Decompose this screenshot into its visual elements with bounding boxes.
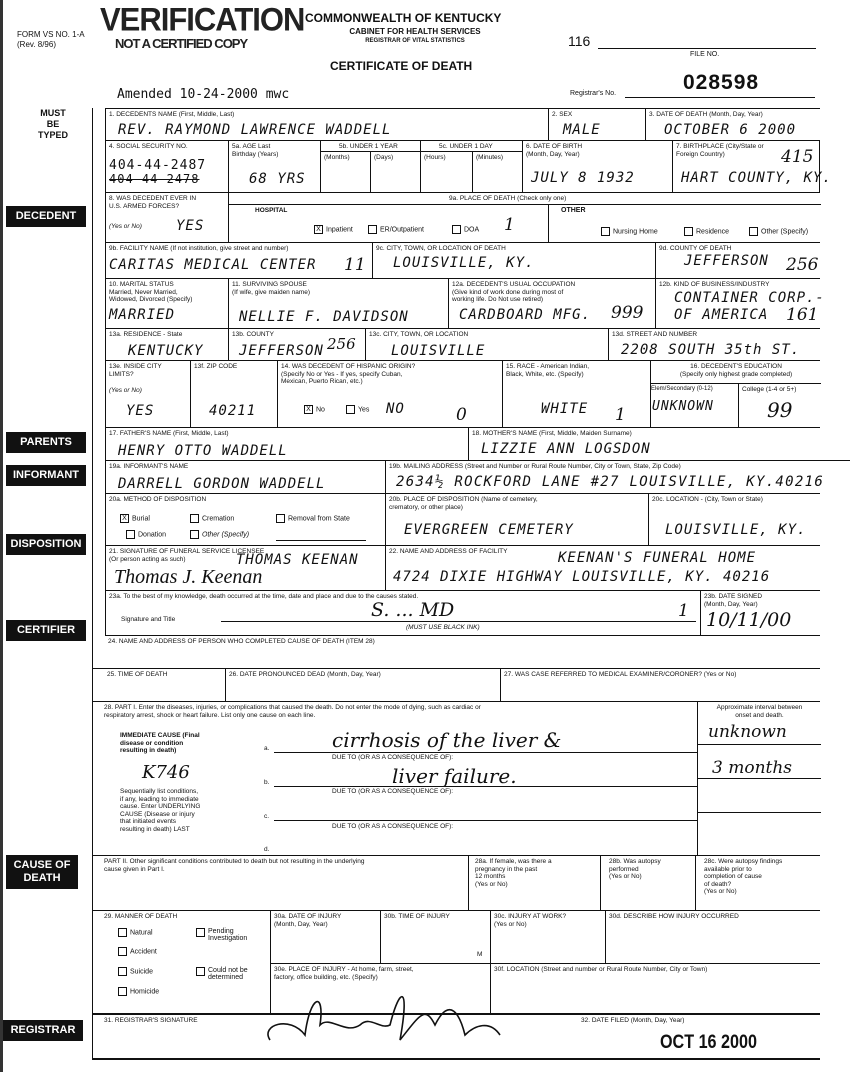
- field-disposition-location[interactable]: [648, 493, 820, 545]
- value: JULY 8 1932: [531, 170, 635, 186]
- option-natural[interactable]: [118, 928, 153, 937]
- field-decedent-name[interactable]: [105, 108, 548, 140]
- field-father-name[interactable]: [105, 427, 468, 460]
- label: (Hours): [424, 154, 446, 161]
- struck-value: 404-44-2478: [109, 172, 200, 186]
- label: Suicide: [130, 968, 153, 976]
- field-occupation[interactable]: [448, 278, 655, 328]
- label: Approximate interval between onset and death.: [716, 704, 803, 719]
- value: REV. RAYMOND LAWRENCE WADDELL: [118, 122, 392, 138]
- field-time-of-death[interactable]: [92, 668, 225, 701]
- checkbox-checked-icon: X: [120, 514, 129, 523]
- interval-column: [697, 702, 820, 856]
- label: 24. NAME AND ADDRESS OF PERSON WHO COMPLETED CAUSE OF DEATH (ITEM 28): [108, 638, 375, 645]
- field-funeral-facility[interactable]: [385, 545, 820, 590]
- section-parents: PARENTS: [6, 432, 86, 453]
- label: Elem/Secondary (0-12): [651, 386, 713, 392]
- label: Donation: [138, 531, 167, 539]
- form-rev: (Rev. 8/96): [17, 40, 56, 49]
- value: MARRIED: [109, 307, 176, 323]
- line-a: a.: [264, 745, 270, 752]
- value: CONTAINER CORP.-: [674, 290, 825, 306]
- line-c: c.: [264, 813, 270, 820]
- field-method-disposition[interactable]: [105, 493, 385, 545]
- label: HOSPITAL: [255, 207, 288, 214]
- state-title: COMMONWEALTH OF KENTUCKY: [305, 11, 502, 25]
- label: Yes: [358, 406, 370, 414]
- field-autopsy[interactable]: [600, 855, 695, 910]
- field-race[interactable]: [502, 360, 650, 427]
- code: 1: [615, 405, 626, 425]
- label: 28b. Was autopsy performed (Yes or No): [609, 858, 661, 880]
- option-nursing-home[interactable]: [601, 227, 658, 236]
- field-injury-location[interactable]: [490, 963, 820, 1013]
- field-injury-time[interactable]: [380, 910, 490, 963]
- label: 18. MOTHER'S NAME (First, Middle, Maiden Surname): [472, 430, 632, 437]
- code: 0: [456, 405, 467, 425]
- label: 20a. METHOD OF DISPOSITION: [109, 496, 207, 503]
- value: UNKNOWN: [652, 399, 714, 414]
- field-certifier-signature[interactable]: [105, 590, 700, 635]
- label: 6. DATE OF BIRTH (Month, Day, Year): [526, 143, 583, 158]
- value: KENTUCKY: [128, 343, 204, 359]
- label: 30b. TIME OF INJURY: [384, 913, 450, 920]
- field-completed-by[interactable]: [105, 635, 820, 667]
- due-to: DUE TO (OR AS A CONSEQUENCE OF):: [332, 823, 454, 830]
- label: 11. SURVIVING SPOUSE (If wife, give maiden name): [232, 281, 311, 296]
- licensee-signature: Thomas J. Keenan: [114, 566, 263, 588]
- checkbox-icon: [346, 405, 355, 414]
- field-mailing-address[interactable]: [385, 460, 850, 493]
- label: 26. DATE PRONOUNCED DEAD (Month, Day, Year): [229, 671, 381, 678]
- line-b: b.: [264, 779, 270, 786]
- option-yes[interactable]: [346, 405, 369, 414]
- other-box: [548, 204, 821, 243]
- interval-a: unknown: [708, 722, 787, 742]
- mark: 1: [678, 601, 689, 621]
- file-label: FILE NO.: [690, 51, 720, 58]
- value: DARRELL GORDON WADDELL: [118, 476, 326, 492]
- label: 5c. UNDER 1 DAY: [439, 143, 493, 150]
- label: 19a. INFORMANT'S NAME: [109, 463, 189, 470]
- label: Homicide: [130, 988, 160, 996]
- label: 3. DATE OF DEATH (Month, Day, Year): [649, 111, 763, 118]
- field-age[interactable]: [228, 140, 320, 192]
- field-under-1-year[interactable]: [320, 140, 420, 192]
- checkbox-icon: [684, 227, 693, 236]
- label: 21. SIGNATURE OF FUNERAL SERVICE LICENSEE (Or person acting as such): [109, 548, 265, 563]
- label: 30f. LOCATION (Street and number or Rural Route Number, City or Town): [494, 966, 708, 973]
- label: 15. RACE - American Indian, Black, White, etc. (Specify): [506, 363, 590, 378]
- divider: [698, 812, 821, 813]
- field-residence-street[interactable]: [608, 328, 820, 360]
- hours-box: [420, 151, 472, 193]
- label: 14. WAS DECEDENT OF HISPANIC ORIGIN? (Specify No or Yes - If yes, specify Cuban, Mexican, Puerto Rican, etc.): [281, 363, 416, 385]
- label: (Minutes): [476, 154, 504, 161]
- label: 25. TIME OF DEATH: [107, 671, 168, 678]
- field-inside-city-limits[interactable]: [105, 360, 190, 427]
- field-birthplace[interactable]: [672, 140, 832, 192]
- field-mother-name[interactable]: [468, 427, 820, 460]
- registrar-no-label: Registrar's No.: [570, 90, 617, 97]
- form-number: [17, 30, 85, 50]
- field-armed-forces[interactable]: [105, 192, 228, 242]
- option-cremation[interactable]: [190, 514, 234, 523]
- label: 9d. COUNTY OF DEATH: [659, 245, 732, 252]
- option-suicide[interactable]: [118, 967, 153, 976]
- value: LOUISVILLE, KY.: [393, 255, 535, 271]
- field-cause-part-2[interactable]: [92, 855, 468, 910]
- label: 13c. CITY, TOWN, OR LOCATION: [369, 331, 469, 338]
- cause-a: cirrhosis of the liver &: [332, 728, 562, 752]
- label: 32. DATE FILED (Month, Day, Year): [581, 1017, 685, 1024]
- section-disposition: DISPOSITION: [6, 534, 86, 555]
- label: PART II. Other significant conditions contributed to death but not resulting in the underlying cause given in Part I.: [104, 858, 365, 873]
- value: JEFFERSON: [239, 343, 324, 359]
- value: 4724 DIXIE HIGHWAY LOUISVILLE, KY. 40216: [393, 569, 771, 585]
- checkbox-icon: [190, 530, 199, 539]
- meridian: M: [477, 951, 483, 958]
- label: ER/Outpatient: [380, 226, 424, 234]
- label: Accident: [130, 948, 157, 956]
- must-be-typed: MUST BE TYPED: [37, 108, 68, 140]
- not-certified-stamp: NOT A CERTIFIED COPY: [115, 36, 248, 51]
- label: Natural: [130, 929, 153, 937]
- label: 28a. If female, was there a pregnancy in the past 12 months (Yes or No): [475, 858, 552, 888]
- certifier-signature: S. ... MD: [371, 599, 455, 621]
- code: 256: [327, 335, 356, 353]
- section-informant: INFORMANT: [6, 465, 86, 486]
- section-cause-of-death: CAUSE OF DEATH: [6, 855, 78, 889]
- label: 28c. Were autopsy findings available prior to completion of cause of death? (Yes or No): [704, 858, 783, 895]
- field-date-of-death[interactable]: [645, 108, 820, 140]
- scan-edge: [0, 0, 3, 1072]
- file-prefix: 116: [568, 33, 591, 49]
- value: THOMAS KEENAN: [236, 552, 359, 568]
- option-pending[interactable]: [196, 928, 247, 942]
- value: HART COUNTY, KY.: [681, 170, 832, 186]
- code: 415: [781, 147, 814, 167]
- field-residence-county[interactable]: [228, 328, 365, 360]
- minutes-box: [472, 151, 523, 193]
- label: Nursing Home: [613, 228, 658, 236]
- label: Burial: [132, 515, 150, 523]
- months-box: [320, 151, 370, 193]
- icd-code: K746: [142, 762, 190, 783]
- option-inpatient[interactable]: [314, 225, 353, 234]
- value: CARITAS MEDICAL CENTER: [109, 257, 317, 273]
- field-manner-of-death[interactable]: [92, 910, 270, 1013]
- cabinet-title: CABINET FOR HEALTH SERVICES: [349, 27, 481, 36]
- value: YES: [126, 403, 155, 419]
- other-line: [276, 540, 366, 541]
- value: LIZZIE ANN LOGSDON: [481, 441, 651, 457]
- field-date-signed[interactable]: [700, 590, 820, 635]
- label: Removal from State: [288, 515, 350, 523]
- value: HENRY OTTO WADDELL: [118, 443, 288, 459]
- line-d: d.: [264, 846, 270, 853]
- label: 30c. INJURY AT WORK? (Yes or No): [494, 913, 567, 928]
- field-county-of-death[interactable]: [655, 242, 820, 278]
- hint: (Yes or No): [109, 223, 142, 230]
- value: 99: [767, 398, 793, 422]
- college-box: [738, 383, 821, 428]
- field-informant-name[interactable]: [105, 460, 385, 493]
- option-other[interactable]: [749, 227, 808, 236]
- label: 8. WAS DECEDENT EVER IN U.S. ARMED FORCES?: [109, 195, 197, 210]
- certificate-title: CERTIFICATE OF DEATH: [330, 59, 473, 73]
- checkbox-icon: [196, 928, 205, 937]
- label: IMMEDIATE CAUSE (Final disease or condition resulting in death): [120, 732, 200, 754]
- label: 30e. PLACE OF INJURY - At home, farm, street, factory, office building, etc. (Specify): [274, 966, 414, 981]
- label: DOA: [464, 226, 480, 234]
- label: Residence: [696, 228, 730, 236]
- label: OTHER: [561, 207, 586, 214]
- checkbox-icon: [749, 227, 758, 236]
- label: 13a. RESIDENCE - State: [109, 331, 183, 338]
- label: Pending Investigation: [208, 928, 248, 942]
- label: 28. PART I. Enter the diseases, injuries, or complications that caused the death. Do not enter the mode of dying, such as cardiac or respiratory arrest, shock or heart failure. List only one cause on each line.: [104, 704, 481, 719]
- registrar-no-line: [625, 97, 815, 98]
- checkbox-icon: [196, 967, 205, 976]
- checkbox-icon: [276, 514, 285, 523]
- section-decedent: DECEDENT: [6, 206, 86, 227]
- code: 11: [344, 255, 366, 275]
- registrar-no: 028598: [683, 71, 760, 94]
- label: Sequentially list conditions, if any, leading to immediate cause. Enter UNDERLYING CAUSE (Disease or injury that initiated events resulting in death) LAST: [120, 788, 201, 833]
- label: 5a. AGE Last Birthday (Years): [232, 143, 279, 158]
- field-place-disposition[interactable]: [385, 493, 648, 545]
- field-date-pronounced[interactable]: [225, 668, 500, 701]
- label: 31. REGISTRAR'S SIGNATURE: [104, 1017, 198, 1024]
- label: College (1-4 or 5+): [742, 386, 797, 393]
- value: 10/11/00: [706, 609, 792, 631]
- checkbox-icon: [118, 987, 127, 996]
- field-surviving-spouse[interactable]: [228, 278, 448, 328]
- label: Signature and Title: [121, 616, 176, 623]
- line-a-rule: [274, 752, 697, 753]
- label: 13b. COUNTY: [232, 331, 274, 338]
- checkbox-checked-icon: X: [314, 225, 323, 234]
- value: LOUISVILLE, KY.: [665, 522, 807, 538]
- days-box: [370, 151, 420, 193]
- label: No: [316, 406, 325, 414]
- code: 161: [786, 305, 819, 325]
- value: CARDBOARD MFG.: [459, 307, 592, 323]
- value: JEFFERSON: [684, 253, 769, 269]
- value: 404-44-2487: [109, 158, 207, 173]
- label: 13d. STREET AND NUMBER: [612, 331, 698, 338]
- verification-stamp: VERIFICATION: [100, 1, 305, 38]
- registrar-title: REGISTRAR OF VITAL STATISTICS: [365, 38, 465, 44]
- label: 9b. FACILITY NAME (If not institution, give street and number): [109, 245, 289, 252]
- field-zip-code[interactable]: [190, 360, 277, 427]
- field-funeral-licensee[interactable]: [105, 545, 385, 590]
- label: 22. NAME AND ADDRESS OF FACILITY: [389, 548, 508, 555]
- line-c-rule: [274, 820, 697, 821]
- ink-note: (MUST USE BLACK INK): [406, 624, 480, 631]
- field-medical-examiner[interactable]: [500, 668, 820, 701]
- label: 30a. DATE OF INJURY (Month, Day, Year): [274, 913, 342, 928]
- label: 27. WAS CASE REFERRED TO MEDICAL EXAMINER/CORONER? (Yes or No): [504, 671, 737, 678]
- checkbox-icon: [452, 225, 461, 234]
- label: 9c. CITY, TOWN, OR LOCATION OF DEATH: [376, 245, 506, 252]
- value: NO: [386, 401, 405, 417]
- field-hispanic-origin[interactable]: [277, 360, 502, 427]
- label: 20c. LOCATION - (City, Town or State): [652, 496, 763, 503]
- label: 4. SOCIAL SECURITY NO.: [109, 143, 188, 150]
- label: Cremation: [202, 515, 235, 523]
- field-autopsy-findings[interactable]: [695, 855, 820, 910]
- label: 12b. KIND OF BUSINESS/INDUSTRY: [659, 281, 770, 288]
- value: 2208 SOUTH 35th ST.: [621, 342, 801, 358]
- label: 29. MANNER OF DEATH: [104, 913, 178, 920]
- option-other[interactable]: [190, 530, 249, 539]
- field-residence-city[interactable]: [365, 328, 608, 360]
- option-er[interactable]: [368, 225, 424, 234]
- checkbox-icon: [601, 227, 610, 236]
- registrar-signature-scribble: [250, 985, 520, 1055]
- label: 1. DECEDENTS NAME (First, Middle, Last): [109, 111, 235, 118]
- checkbox-icon: [118, 928, 127, 937]
- label: 16. DECEDENT'S EDUCATION (Specify only highest grade completed): [679, 363, 793, 378]
- interval-b: 3 months: [712, 758, 793, 778]
- field-education[interactable]: [650, 360, 820, 427]
- label: Other (Specify): [202, 531, 250, 539]
- checkbox-icon: [368, 225, 377, 234]
- field-business[interactable]: [655, 278, 825, 328]
- value: WHITE: [541, 401, 589, 417]
- label: 7. BIRTHPLACE (City/State or Foreign Country): [676, 143, 764, 158]
- label: 9a. PLACE OF DEATH (Check only one): [449, 195, 567, 202]
- option-homicide[interactable]: [118, 987, 159, 996]
- field-ssn[interactable]: [105, 140, 228, 192]
- checkbox-icon: [118, 967, 127, 976]
- field-sex[interactable]: [548, 108, 645, 140]
- field-injury-at-work[interactable]: [490, 910, 605, 963]
- field-date-of-birth[interactable]: [522, 140, 672, 192]
- due-to: DUE TO (OR AS A CONSEQUENCE OF):: [332, 754, 454, 761]
- label: 2. SEX: [552, 111, 573, 118]
- value: OCTOBER 6 2000: [664, 122, 797, 138]
- checkbox-checked-icon: X: [304, 405, 313, 414]
- field-place-of-death[interactable]: [228, 192, 820, 242]
- field-injury-how[interactable]: [605, 910, 820, 963]
- option-burial[interactable]: [120, 514, 150, 523]
- field-pregnancy[interactable]: [468, 855, 600, 910]
- form-bottom-border: [92, 1058, 820, 1060]
- label: Could not be determined: [208, 967, 248, 981]
- checkbox-icon: [190, 514, 199, 523]
- section-certifier: CERTIFIER: [6, 620, 86, 641]
- divider: [698, 778, 821, 779]
- due-to: DUE TO (OR AS A CONSEQUENCE OF):: [332, 788, 454, 795]
- label: 19b. MAILING ADDRESS (Street and Number or Rural Route Number, City or Town, State, Zip Code): [389, 463, 681, 470]
- option-donation[interactable]: [126, 530, 166, 539]
- option-doa[interactable]: [452, 225, 479, 234]
- divider: [698, 744, 821, 745]
- label: 12a. DECEDENT'S USUAL OCCUPATION (Give kind of work done during most of working life. Do Not use retired): [452, 281, 576, 303]
- value: OCT 16 2000: [660, 1032, 757, 1053]
- field-under-1-day[interactable]: [420, 140, 522, 192]
- label: 30d. DESCRIBE HOW INJURY OCCURRED: [609, 913, 739, 920]
- label: 13e. INSIDE CITY LIMITS?: [109, 363, 162, 378]
- label: 13f. ZIP CODE: [194, 363, 238, 370]
- checkbox-icon: [126, 530, 135, 539]
- label: Other (Specify): [761, 228, 809, 236]
- value: OF AMERICA: [674, 307, 769, 323]
- value: 2634½ ROCKFORD LANE #27 LOUISVILLE, KY.40216: [396, 474, 825, 490]
- form-no: FORM VS NO. 1-A: [17, 30, 85, 39]
- hospital-box: [228, 204, 548, 243]
- code: 999: [611, 303, 644, 323]
- hint: (Yes or No): [109, 387, 142, 394]
- label: 5b. UNDER 1 YEAR: [339, 143, 398, 150]
- value: 68 YRS: [249, 171, 306, 187]
- field-date-filed[interactable]: [578, 1013, 820, 1058]
- label: 20b. PLACE OF DISPOSITION (Name of cemetery, crematory, or other place): [389, 496, 538, 511]
- value: NELLIE F. DAVIDSON: [239, 309, 409, 325]
- value: LOUISVILLE: [391, 343, 486, 359]
- label: Inpatient: [326, 226, 353, 234]
- label: 23b. DATE SIGNED (Month, Day, Year): [704, 593, 763, 608]
- value: YES: [176, 218, 205, 234]
- option-undetermined[interactable]: [196, 967, 248, 981]
- amended-note: Amended 10-24-2000 mwc: [117, 87, 290, 102]
- signature-line: [221, 621, 696, 622]
- label: (Months): [324, 154, 350, 161]
- field-marital-status[interactable]: [105, 278, 228, 328]
- value: 40211: [209, 403, 257, 419]
- field-city-of-death[interactable]: [372, 242, 655, 278]
- field-facility-name[interactable]: [105, 242, 372, 278]
- code: 256: [786, 255, 819, 275]
- code: 1: [504, 215, 515, 235]
- label: 23a. To the best of my knowledge, death occurred at the time, date and place and due to the causes stated.: [109, 593, 419, 600]
- section-registrar: REGISTRAR: [3, 1020, 83, 1041]
- option-no[interactable]: [304, 405, 325, 414]
- option-removal[interactable]: [276, 514, 350, 523]
- option-residence[interactable]: [684, 227, 729, 236]
- field-injury-date[interactable]: [270, 910, 380, 963]
- elem-box: [650, 383, 738, 428]
- value: KEENAN'S FUNERAL HOME: [558, 550, 757, 566]
- cause-b: liver failure.: [392, 764, 517, 788]
- label: 17. FATHER'S NAME (First, Middle, Last): [109, 430, 229, 437]
- label: (Days): [374, 154, 394, 161]
- option-accident[interactable]: [118, 947, 157, 956]
- label: 10. MARITAL STATUS Married, Never Married, Widowed, Divorced (Specify): [109, 281, 193, 303]
- field-cause-part-1[interactable]: [92, 701, 820, 855]
- value: EVERGREEN CEMETERY: [404, 522, 574, 538]
- checkbox-icon: [118, 947, 127, 956]
- field-residence-state[interactable]: [105, 328, 228, 360]
- value: MALE: [563, 122, 601, 138]
- file-line: [598, 48, 816, 49]
